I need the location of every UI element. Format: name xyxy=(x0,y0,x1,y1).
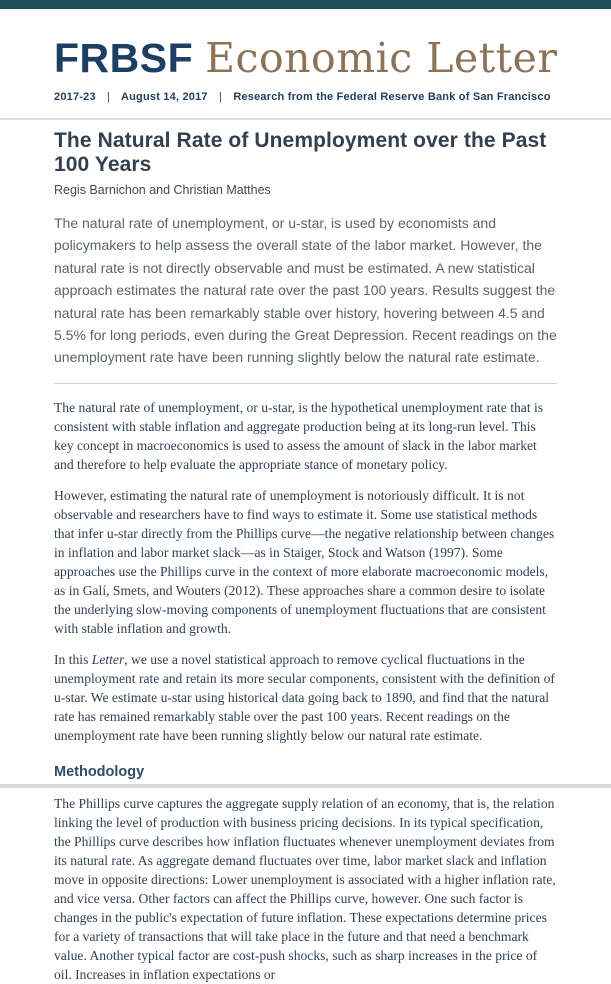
page-content xyxy=(0,34,611,984)
section-heading-methodology: Methodology xyxy=(54,763,145,780)
article-title: The Natural Rate of Unemployment over the Past 100 Years xyxy=(54,129,547,177)
top-accent-bar xyxy=(0,0,611,9)
body-paragraph-3 xyxy=(54,650,557,745)
publication-title-text: Economic Letter xyxy=(205,34,558,82)
page-bottom-edge xyxy=(0,784,611,788)
title-rule xyxy=(0,118,611,120)
publication-date: August 14, 2017 xyxy=(120,91,208,104)
paragraph-3-prefix: In this xyxy=(54,651,92,667)
masthead xyxy=(54,34,558,82)
section-divider xyxy=(54,383,557,384)
paragraph-3-rest: , we use a novel statistical approach to remove cyclical fluctuations in the unemployment rate and retain its more secular components, consistent with the definition of u-star. We estimate u-star using historical data going back to 1890, and find that the natural rate has remained remarkably stable over the past 100 years. Recent readings on the unemployment rate have been running slightly below our natural rate estimate. xyxy=(54,651,555,743)
brand-text: FRBSF xyxy=(54,35,194,81)
source-line: Research from the Federal Reserve Bank of San Francisco xyxy=(233,91,551,104)
body-paragraph-2: However, estimating the natural rate of unemployment is notoriously difficult. It is not observable and researchers have to find ways to estimate it. Some use statistical methods that infer u-star directly from the Phillips curve—the negative relationship between changes in inflation and labor market slack—as in Staiger, Stock and Watson (1997). Some approaches use the Phillips curve in the context of more elaborate macroeconomic models, as in Galí, Smets, and Wouters (2012). These approaches share a common desire to isolate the underlying slow-moving components of unemployment fluctuations that are consistent with stable inflation and growth. xyxy=(54,487,555,636)
article-authors: Regis Barnichon and Christian Matthes xyxy=(54,183,271,198)
body-paragraph-1: The natural rate of unemployment, or u-star, is the hypothetical unemployment rate that is consistent with stable inflation and aggregate production being at its long-run level. This key concept in macroeconomics is used to assess the amount of slack in the labor market and therefore to help evaluate the appropriate stance of monetary policy. xyxy=(54,399,544,472)
pipe-divider: | xyxy=(219,91,223,104)
issue-number: 2017-23 xyxy=(54,91,96,104)
paragraph-3-letter-italic: Letter xyxy=(91,651,125,667)
issue-meta-line xyxy=(54,91,557,103)
article-abstract: The natural rate of unemployment, or u-star, is used by economists and policymakers to help assess the overall state of the labor market. However, the natural rate is not directly observable and must be estimated. A new statistical approach estimates the natural rate over the past 100 years. Results suggest the natural rate has been remarkably stable over history, hovering between 4.5 and 5.5% for long periods, even during the Great Depression. Recent readings on the unemployment rate have been running slightly below the natural rate estimate. xyxy=(54,215,557,366)
body-paragraph-4: The Phillips curve captures the aggregate supply relation of an economy, that is, the relation linking the level of production with business pricing decisions. In its typical specification, the Phillips curve describes how inflation fluctuates whenever unemployment deviates from its natural rate. As aggregate demand fluctuates over time, labor market slack and inflation move in opposite directions: Lower unemployment is associated with a higher inflation rate, and vice versa. Other factors can affect the Phillips curve, however. One such factor is changes in the public's expectation of future inflation. These expectations determine prices for a variety of transactions that will take place in the future and that need a benchmark value. Another typical factor are cost-push shocks, such as sharp increases in the price of oil. Increases in inflation expectations or xyxy=(54,795,556,982)
article-body xyxy=(54,398,557,984)
pipe-divider: | xyxy=(107,91,111,104)
